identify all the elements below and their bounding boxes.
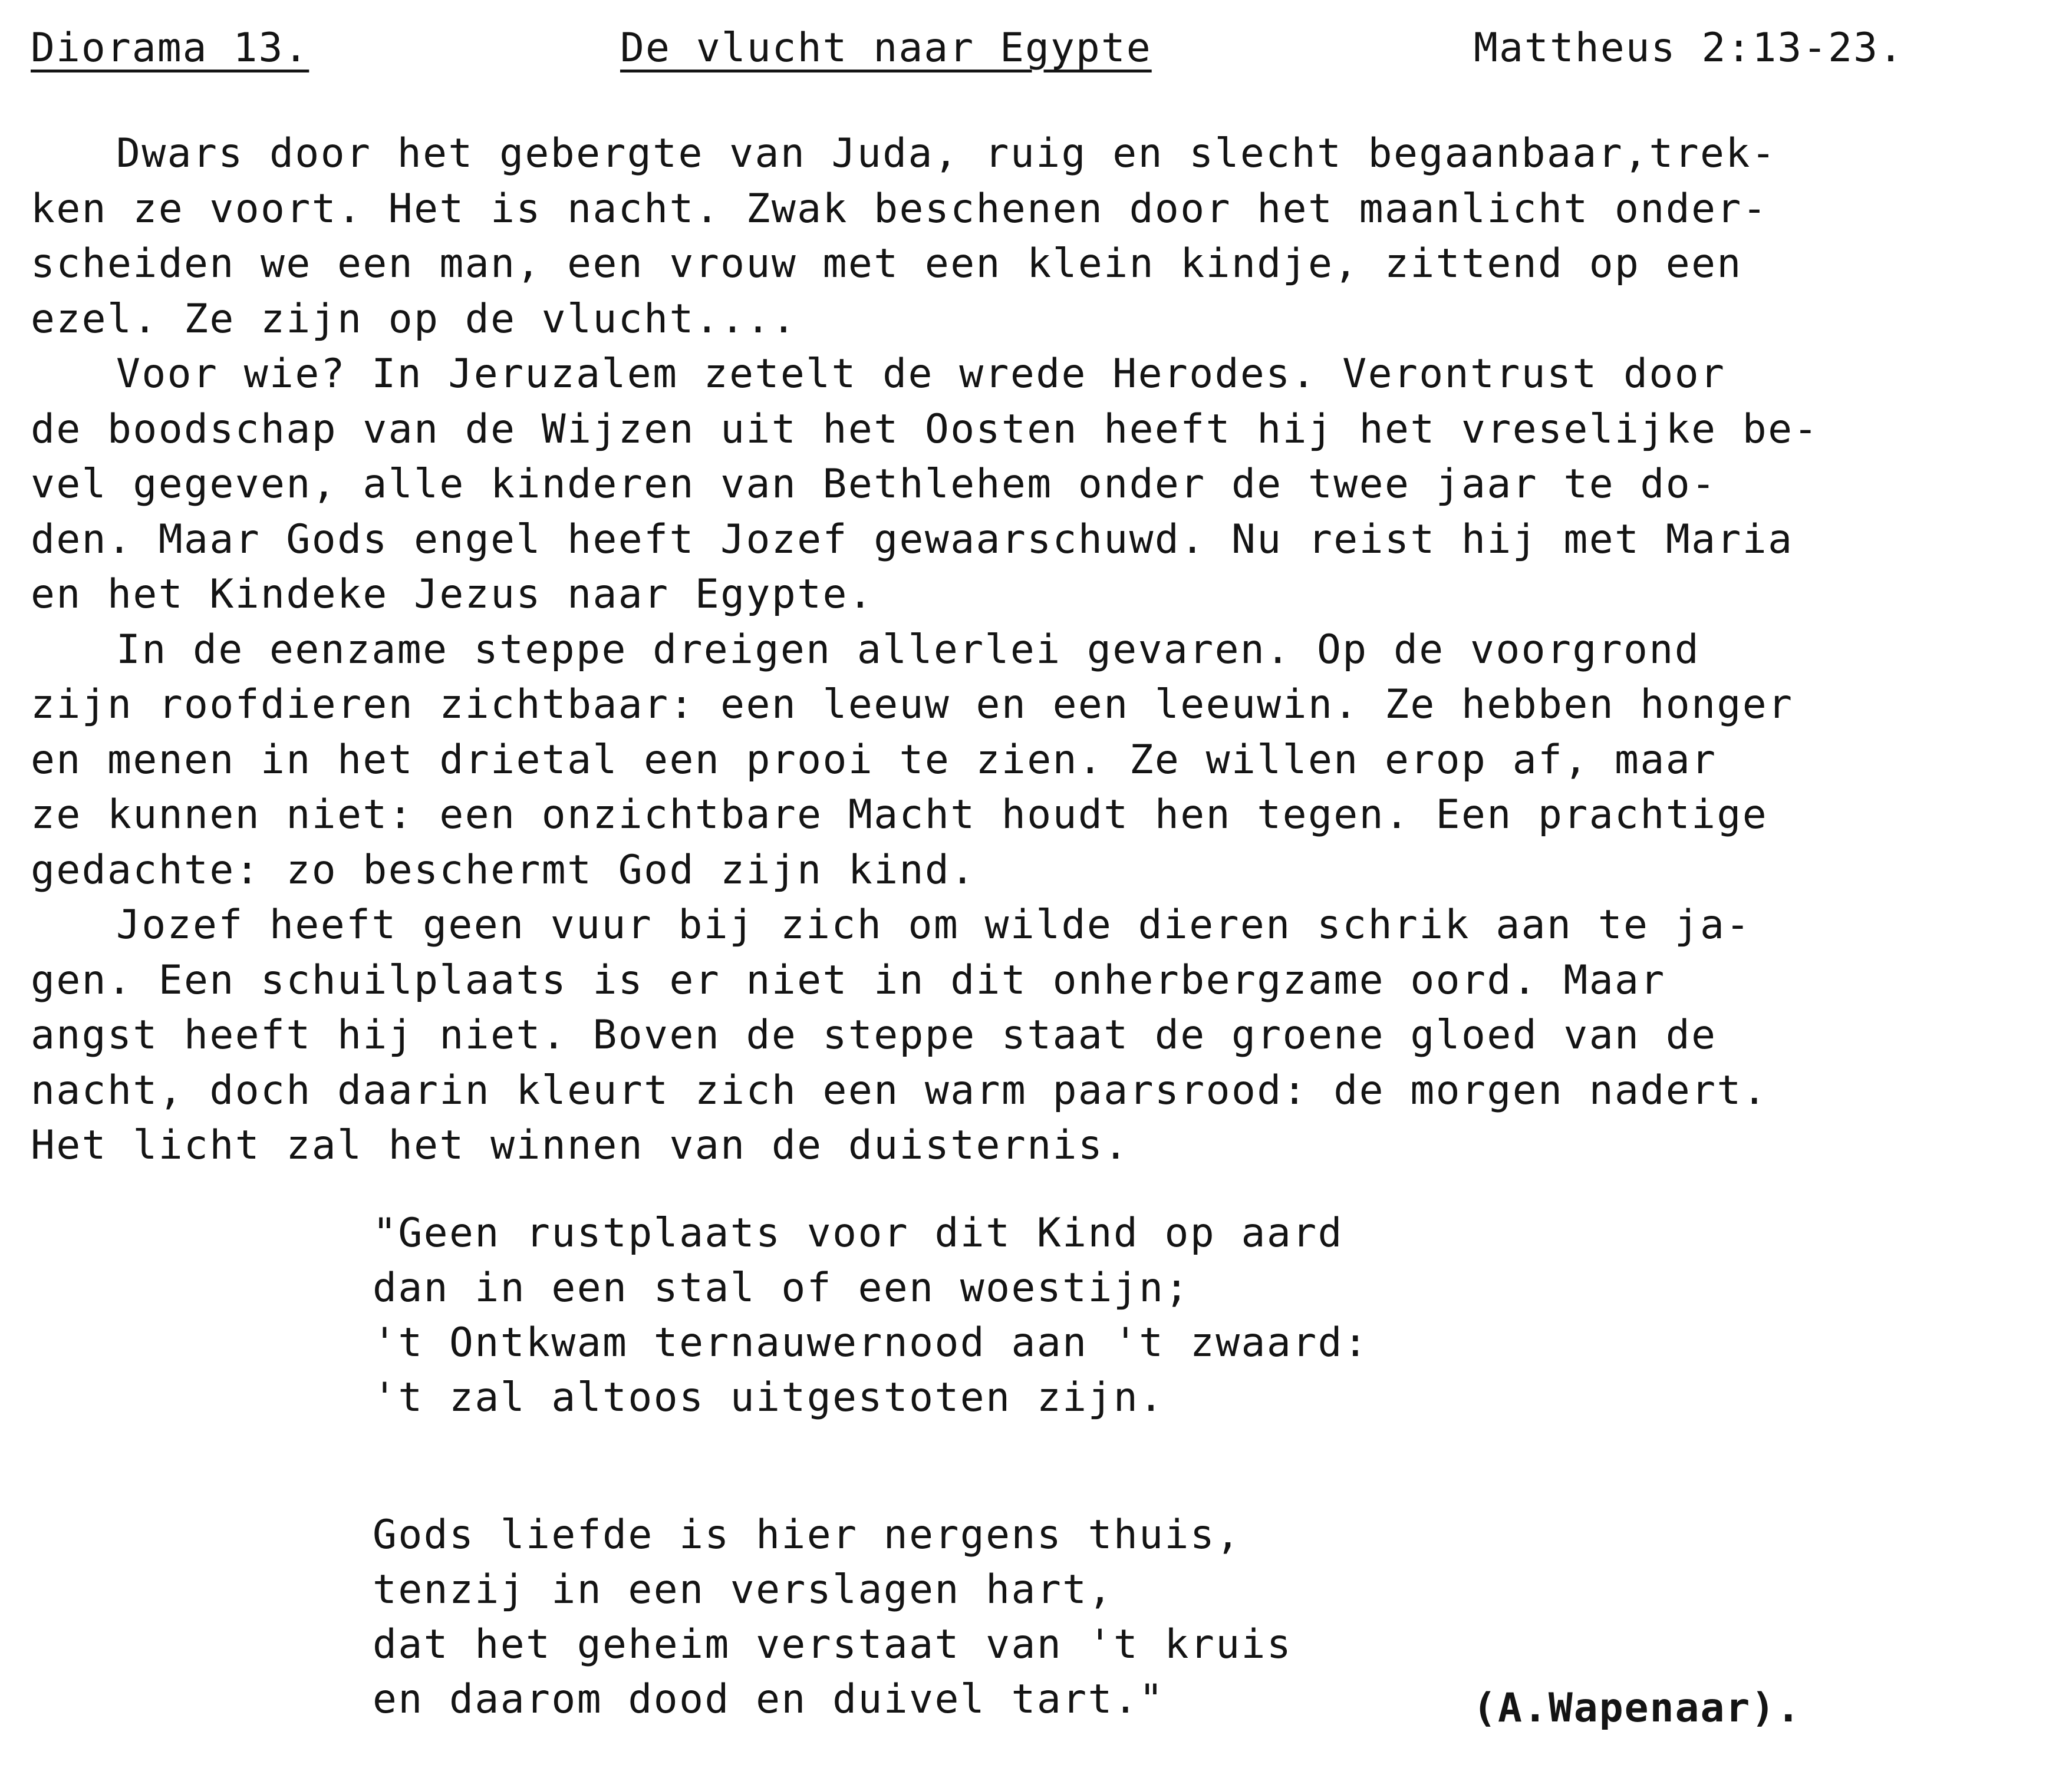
text-line: Dwars door het gebergte van Juda, ruig en slecht begaanbaar,trek- [116,130,1777,177]
document-header [31,19,1952,84]
poem-line: "Geen rustplaats voor dit Kind op aard [373,1210,1343,1256]
poem-line: tenzij in een verslagen hart, [373,1566,1114,1613]
text-line: en het Kindeke Jezus naar Egypte. [31,571,874,618]
text-line: Het licht zal het winnen van de duisternis. [31,1122,1129,1169]
text-line: gedachte: zo beschermt God zijn kind. [31,846,976,893]
text-line: scheiden we een man, een vrouw met een klein kindje, zittend op een [31,240,1742,287]
text-line: Jozef heeft geen vuur bij zich om wilde dieren schrik aan te ja- [116,902,1751,948]
poem-line: Gods liefde is hier nergens thuis, [373,1512,1241,1558]
bible-reference: Mattheus 2:13-23. [1474,25,1904,71]
paragraph [31,347,1952,622]
text-line: Voor wie? In Jeruzalem zetelt de wrede Herodes. Verontrust door [116,351,1726,397]
paragraph [31,126,1952,347]
paragraph [31,622,1952,898]
text-line: vel gegeven, alle kinderen van Bethlehem onder de twee jaar te do- [31,461,1717,507]
text-line: en menen in het drietal een prooi te zien. Ze willen erop af, maar [31,736,1717,783]
poem-line: 't zal altoos uitgestoten zijn. [373,1374,1165,1421]
text-line: zijn roofdieren zichtbaar: een leeuw en een leeuwin. Ze hebben honger [31,681,1794,728]
text-line: den. Maar Gods engel heeft Jozef gewaarschuwd. Nu reist hij met Maria [31,516,1794,563]
text-line: ze kunnen niet: een onzichtbare Macht houdt hen tegen. Een prachtige [31,791,1768,838]
text-line: nacht, doch daarin kleurt zich een warm paarsrood: de morgen nadert. [31,1067,1768,1114]
poem-stanza [373,1508,1610,1727]
text-line: angst heeft hij niet. Boven de steppe staat de groene gloed van de [31,1012,1717,1058]
paragraph [31,898,1952,1173]
poem-line: dan in een stal of een woestijn; [373,1265,1190,1311]
text-line: ezel. Ze zijn op de vlucht.... [31,295,798,342]
poem-line: 't Ontkwam ternauwernood aan 't zwaard: [373,1320,1369,1366]
diorama-number: Diorama 13. [31,25,309,71]
text-line: In de eenzame steppe dreigen allerlei gevaren. Op de voorgrond [116,626,1701,673]
stanza-gap [373,1425,1610,1508]
poem-line: dat het geheim verstaat van 't kruis [373,1621,1293,1668]
text-line: ken ze voort. Het is nacht. Zwak beschenen door het maanlicht onder- [31,185,1768,232]
text-line: de boodschap van de Wijzen uit het Oosten heeft hij het vreselijke be- [31,405,1819,453]
poem [373,1206,1610,1727]
text-line: gen. Een schuilplaats is er niet in dit onherbergzame oord. Maar [31,956,1666,1004]
poem-line: en daarom dood en duivel tart." [373,1676,1165,1723]
author-signature: (A.Wapenaar). [1473,1685,1802,1731]
document-title: De vlucht naar Egypte [620,25,1152,71]
body-text [31,126,1952,1173]
poem-stanza [373,1206,1610,1425]
